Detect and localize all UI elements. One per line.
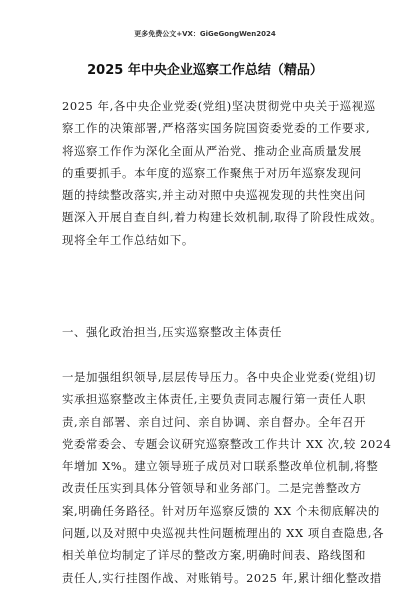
text-line: 责任人,实行挂图作战、对账销号。2025 年,累计细化整改措 (62, 570, 382, 585)
text-line: 实承担巡察整改主体责任,主要负责同志履行第一责任人职 (62, 392, 366, 407)
paragraph-intro (62, 95, 383, 251)
text-line: 一是加强组织领导,层层传导压力。各中央企业党委(党组)切 (62, 370, 377, 384)
text-line: 将巡察工作作为深化全面从严治党、推动企业高质量发展 (62, 143, 362, 158)
document-title: 2025 年中央企业巡察工作总结（精品） (87, 63, 323, 78)
text-line: 案,明确任务路径。针对历年巡察反馈的 XX 个未彻底解决的 (62, 503, 380, 518)
text-line: 相关单位均制定了详尽的整改方案,明确时间表、路线图和 (62, 548, 366, 563)
text-line: 年增加 X%。建立领导班子成员对口联系整改单位机制,将整 (62, 459, 379, 474)
text-line: 题的持续整改落实,并主动对照中央巡视发现的共性突出问 (62, 188, 366, 203)
text-line: 察工作的决策部署,严格落实国务院国资委党委的工作要求, (62, 121, 371, 136)
text-line: 题深入开展自查自纠,着力构建长效机制,取得了阶段性成效。 (62, 210, 383, 225)
text-line: 2025 年,各中央企业党委(党组)坚决贯彻党中央关于巡视巡 (62, 99, 376, 113)
paragraph-section1 (62, 366, 392, 589)
text-line: 改责任压实到具体分管领导和业务部门。二是完善整改方 (62, 481, 362, 496)
section-heading-text: 一、强化政治担当,压实巡察整改主体责任 (62, 325, 283, 339)
header-note: 更多免费公文+VX：GiGeGongWen2024 (134, 30, 276, 38)
section-heading (62, 321, 352, 343)
text-line: 党委常委会、专题会议研究巡察整改工作共计 XX 次,较 2024 (62, 436, 392, 451)
text-line: 问题,以及对照中央巡视共性问题梳理出的 XX 项自查隐患,各 (62, 526, 385, 541)
text-line: 现将全年工作总结如下。 (62, 232, 194, 247)
text-line: 的重要抓手。本年度的巡察工作聚焦于对历年巡察发现问 (62, 165, 362, 180)
text-line: 责,亲自部署、亲自过问、亲自协调、亲自督办。全年召开 (62, 414, 366, 429)
